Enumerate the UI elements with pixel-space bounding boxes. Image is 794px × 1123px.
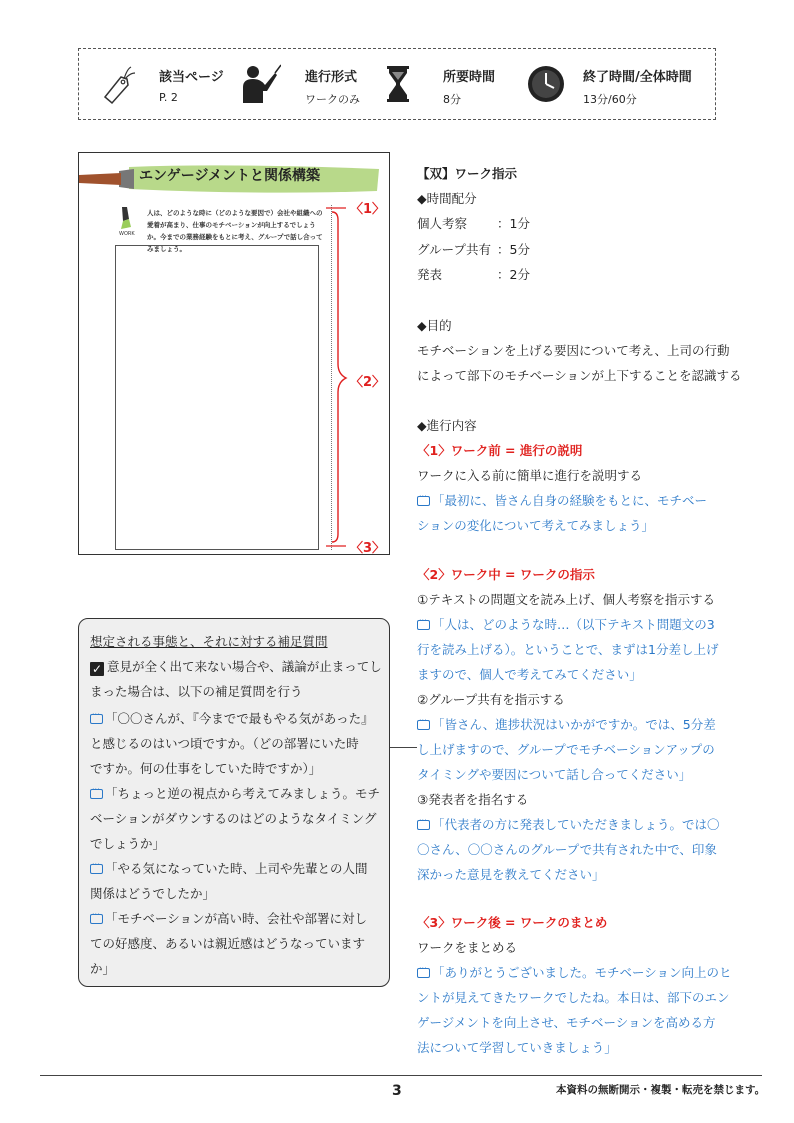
- footer-divider: [40, 1075, 762, 1076]
- step2c-quote-line: 深かった意見を教えてください」: [417, 867, 605, 882]
- quote-text: 「ちょっと逆の視点から考えてみましょう。モチ: [105, 786, 381, 801]
- session-info-header: [78, 48, 716, 120]
- step3-quote-line: [417, 963, 732, 981]
- supplement-quote-line: [90, 784, 380, 802]
- condition-text: 意見が全く出て来ない場合や、議論が止まってし: [107, 659, 382, 674]
- quote-text: 「皆さん、進捗状況はいかがですか。では、5分差: [432, 717, 716, 732]
- marker-2: 〈2〉: [350, 375, 386, 390]
- marker-1: 〈1〉: [350, 202, 386, 217]
- supplement-quote-line: [90, 859, 368, 877]
- step2a-text: ①テキストの問題文を読み上げ、個人考察を指示する: [417, 592, 715, 607]
- supplement-quote-line: と感じるのはいつ頃ですか。（どの部署にいた時: [90, 736, 359, 751]
- step3-quote-line: 法について学習していきましょう」: [417, 1040, 617, 1055]
- hourglass-icon: [377, 63, 419, 105]
- time-row-label: グループ共有: [417, 242, 492, 257]
- quote-text: 「〇〇さんが、『今までで最もやる気があった』: [105, 711, 374, 726]
- quote-text: 「最初に、皆さん自身の経験をもとに、モチベー: [432, 493, 708, 508]
- thumbnail-question: 人は、どのような時に（どのような要因で）会社や組織への愛着が高まり、仕事のモチベーションが向上するでしょうか。今までの業務経験をもとに考え、グループで話し合ってみましょう。: [147, 209, 323, 253]
- step2c-text: ③発表者を指名する: [417, 792, 529, 807]
- speech-bubble-icon: [417, 968, 430, 978]
- step1-heading: 〈1〉ワーク前 = 進行の説明: [417, 443, 583, 458]
- endtime-value: 13分/60分: [583, 93, 637, 106]
- purpose-line: モチベーションを上げる要因について考え、上司の行動: [417, 343, 730, 358]
- clock-icon: [525, 63, 567, 105]
- page-label: 該当ページ: [159, 70, 224, 85]
- time-heading: ◆時間配分: [417, 191, 477, 206]
- step3-heading: 〈3〉ワーク後 = ワークのまとめ: [417, 915, 608, 930]
- step2a-quote-line: ますので、個人で考えてみてください」: [417, 667, 642, 682]
- supplement-quote-line: 関係はどうでしたか」: [90, 886, 216, 901]
- speech-bubble-icon: [90, 714, 103, 724]
- content-heading: ◆進行内容: [417, 418, 477, 433]
- time-row-label: 発表: [417, 267, 443, 282]
- speech-bubble-icon: [90, 864, 103, 874]
- step2b-quote-line: [417, 715, 716, 733]
- instruction-heading: 【双】ワーク指示: [417, 166, 518, 181]
- work-label: WORK: [119, 231, 135, 237]
- time-row-label: 個人考察: [417, 216, 468, 231]
- supplement-condition: まった場合は、以下の補足質問を行う: [90, 684, 303, 699]
- step2c-quote-line: [417, 815, 720, 833]
- time-row-value: ：1分: [497, 216, 530, 231]
- speech-bubble-icon: [417, 720, 430, 730]
- marker-3: 〈3〉: [350, 541, 386, 556]
- duration-value: 8分: [443, 93, 461, 106]
- speech-bubble-icon: [417, 496, 430, 506]
- presenter-icon: [239, 63, 281, 105]
- speech-bubble-icon: [417, 820, 430, 830]
- step2b-quote-line: タイミングや要因について話し合ってください」: [417, 767, 692, 782]
- step1-quote-line: [417, 491, 707, 509]
- quote-text: 「モチベーションが高い時、会社や部署に対し: [105, 911, 368, 926]
- quote-text: 「人は、どのような時…（以下テキスト問題文の3: [432, 617, 715, 632]
- step2a-quote-line: 行を読み上げる）。ということで、まずは1分差し上げ: [417, 642, 719, 657]
- time-row-value: ：2分: [497, 267, 530, 282]
- quote-text: 「代表者の方に発表していただきましょう。では〇: [432, 817, 720, 832]
- step1-quote-line: ションの変化について考えてみましょう」: [417, 518, 655, 533]
- endtime-label: 終了時間/全体時間: [583, 70, 692, 85]
- step1-text: ワークに入る前に簡単に進行を説明する: [417, 468, 643, 483]
- step2a-quote-line: [417, 615, 715, 633]
- thumbnail-title: エンゲージメントと関係構築: [139, 168, 321, 184]
- supplement-quote-line: [90, 709, 374, 727]
- time-row: [417, 240, 530, 258]
- bookmark-tag-icon: [97, 63, 139, 105]
- purpose-line: によって部下のモチベーションが上下することを認識する: [417, 368, 742, 383]
- supplement-quote-line: ての好感度、あるいは親近感はどうなっています: [90, 936, 366, 951]
- time-row: [417, 214, 530, 232]
- step2-heading: 〈2〉ワーク中 = ワークの指示: [417, 567, 595, 582]
- step2b-quote-line: し上げますので、グループでモチベーションアップの: [417, 742, 715, 757]
- supplement-condition: [90, 657, 382, 676]
- page-number: 3: [392, 1083, 402, 1099]
- answer-box: [115, 245, 319, 550]
- supplement-quote-line: ベーションがダウンするのはどのようなタイミング: [90, 811, 377, 826]
- work-brush-icon: [119, 207, 133, 229]
- progress-bracket: [326, 196, 348, 556]
- step2c-quote-line: 〇さん、〇〇さんのグループで共有された中で、印象: [417, 842, 717, 857]
- supplement-quote-line: でしょうか」: [90, 836, 166, 851]
- step2b-text: ②グループ共有を指示する: [417, 692, 565, 707]
- checkbox-checked-icon: ✓: [91, 662, 103, 676]
- supplement-quote-line: ですか。何の仕事をしていた時ですか）」: [90, 761, 322, 776]
- speech-bubble-icon: [90, 914, 103, 924]
- step3-quote-line: ントが見えてきたワークでしたね。本日は、部下のエン: [417, 990, 730, 1005]
- step3-text: ワークをまとめる: [417, 940, 518, 955]
- purpose-heading: ◆目的: [417, 318, 452, 333]
- format-label: 進行形式: [305, 70, 358, 85]
- time-row-value: ：5分: [497, 242, 530, 257]
- quote-text: 「やる気になっていた時、上司や先輩との人間: [105, 861, 368, 876]
- time-row: [417, 265, 530, 283]
- supplement-quote-line: [90, 909, 367, 927]
- page-value: P. 2: [159, 91, 178, 104]
- speech-bubble-icon: [90, 789, 103, 799]
- step3-quote-line: ゲージメントを向上させ、モチベーションを高める方: [417, 1015, 716, 1030]
- duration-label: 所要時間: [443, 70, 496, 85]
- connector-line: [390, 747, 417, 748]
- quote-text: 「ありがとうございました。モチベーション向上のヒ: [432, 965, 732, 980]
- supplement-title: 想定される事態と、それに対する補足質問: [90, 634, 328, 649]
- copyright-notice: 本資料の無断開示・複製・転売を禁じます。: [556, 1084, 766, 1096]
- supplement-quote-line: か」: [90, 961, 116, 976]
- speech-bubble-icon: [417, 620, 430, 630]
- format-value: ワークのみ: [305, 93, 360, 106]
